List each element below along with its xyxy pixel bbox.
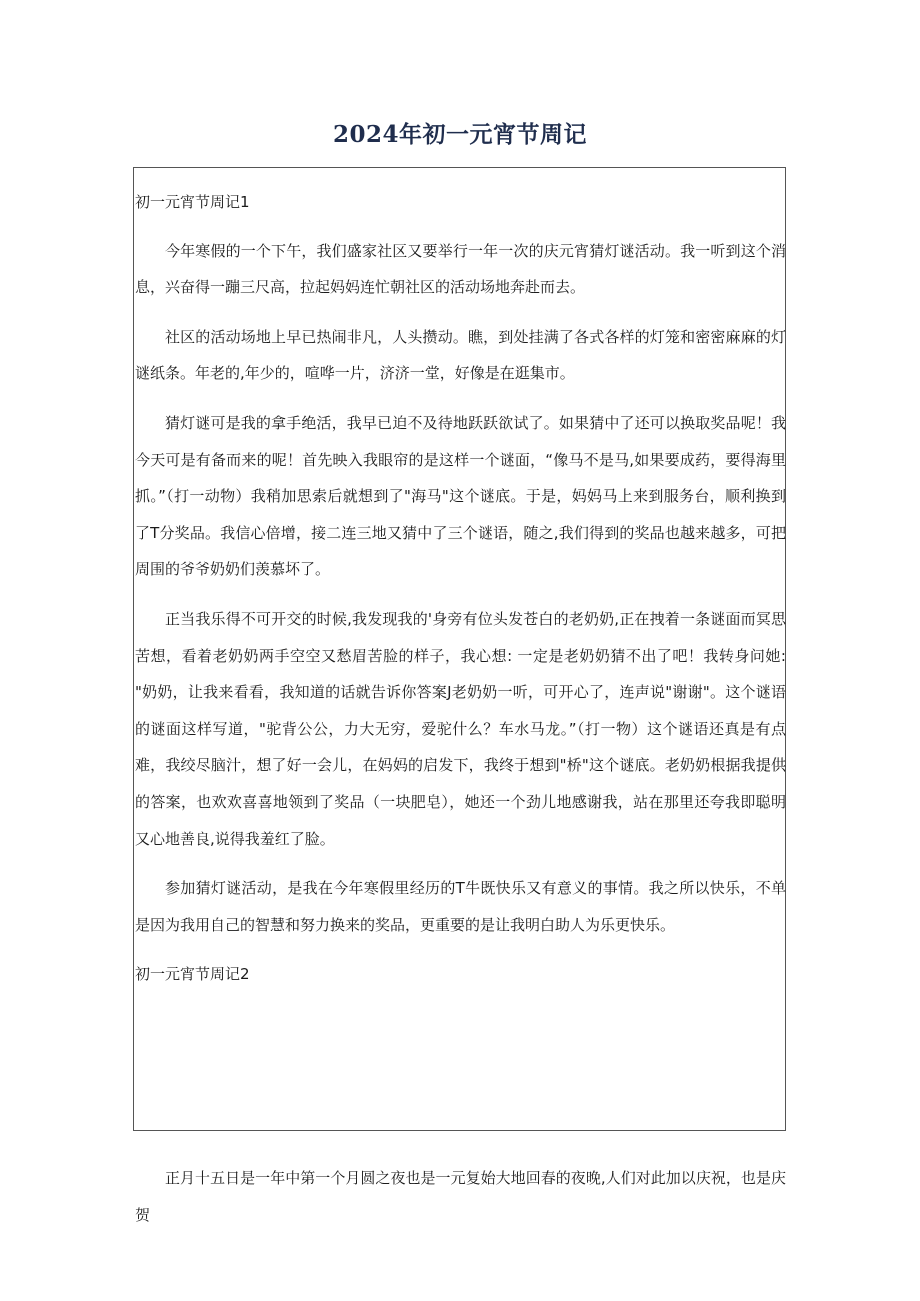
paragraph: 猜灯谜可是我的拿手绝活，我早已迫不及待地跃跃欲试了。如果猜中了还可以换取奖品呢！我今天可是有备而来的呢！首先映入我眼帘的是这样一个谜面，“像马不是马,如果要成药，要得海里抓。”（打一动物）我稍加思索后就想到了"海马"这个谜底。于是，妈妈马上来到服务台，顺利换到了T分奖品。我信心倍增，接二连三地又猜中了三个谜语，随之,我们得到的奖品也越来越多，可把周围的爷爷奶奶们羡慕坏了。 — [135, 413, 786, 579]
document-title: 2024年初一元宵节周记 — [332, 121, 587, 148]
paragraph: 今年寒假的一个下午，我们盛家社区又要举行一年一次的庆元宵猜灯谜活动。我一听到这个消息，兴奋得一蹦三尺高，拉起妈妈连忙朝社区的活动场地奔赴而去。 — [135, 241, 786, 297]
paragraph: 社区的活动场地上早已热闹非凡，人头攒动。瞧，到处挂满了各式各样的灯笼和密密麻麻的灯谜纸条。年老的,年少的，喧哗一片，济济一堂，好像是在逛集市。 — [135, 327, 786, 383]
section-1-heading: 初一元宵节周记1 — [135, 193, 250, 211]
section-2-paragraph: 正月十五日是一年中第一个月圆之夜也是一元复始大地回春的夜晚,人们对此加以庆祝，也是庆贺 — [135, 1169, 786, 1224]
paragraph: 正当我乐得不可开交的时候,我发现我的'身旁有位头发苍白的老奶奶,正在拽着一条谜面而冥思苦想，看着老奶奶两手空空又愁眉苦脸的样子，我心想: 一定是老奶奶猜不出了吧！我转身问她: "奶奶，让我来看看，我知道的话就告诉你答案J老奶奶一听，可开心了，连声说"谢谢"。这个谜语的谜面这样写道，"驼背公公，力大无穷，爱驼什么？车水马龙。”（打一物）这个谜语还真是有点难，我绞尽脑汁，想了好一会儿，在妈妈的启发下，我终于想到"桥"这个谜底。老奶奶根据我提供的答案，也欢欢喜喜地领到了奖品（一块肥皂），她还一个劲儿地感谢我，站在那里还夸我即聪明又心地善良,说得我羞红了脸。 — [135, 609, 786, 848]
section-1 — [135, 184, 786, 1005]
paragraph: 参加猜灯谜活动，是我在今年寒假里经历的T牛既快乐又有意义的事情。我之所以快乐，不单是因为我用自己的智慧和努力换来的奖品，更重要的是让我明白助人为乐更快乐。 — [135, 879, 786, 934]
section-2-heading: 初一元宵节周记2 — [135, 965, 250, 984]
